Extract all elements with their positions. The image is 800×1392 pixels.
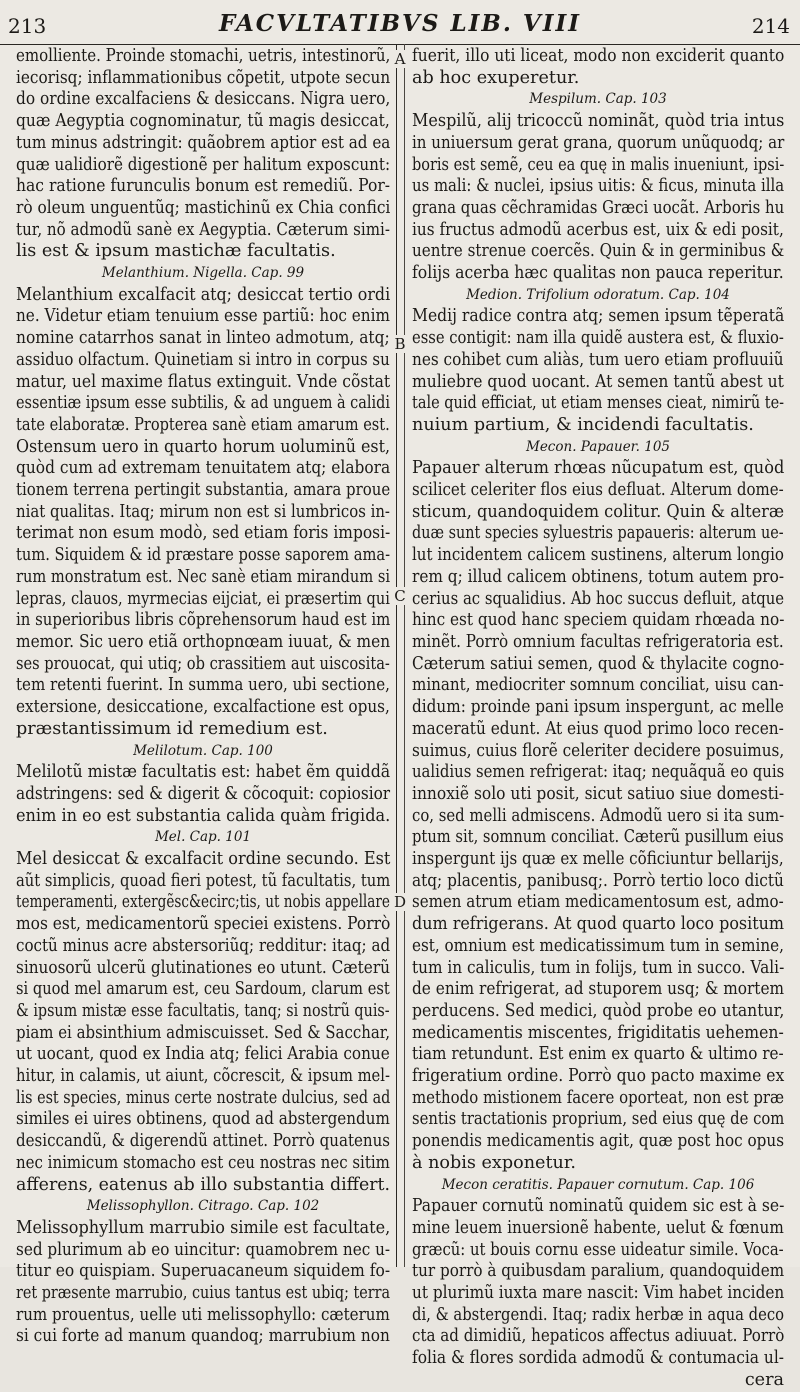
text-line: rem q; illud calicem obtinens, totum autem pro-: [412, 566, 785, 587]
margin-marker-d: D: [393, 893, 407, 911]
text-line: tur, nõ admodũ sanè ex Aegyptia. Cæterum simi-: [16, 219, 390, 240]
text-line: est, omnium est medicatissimum tum in semine,: [412, 935, 784, 956]
text-line: suimus, cuius florẽ celeriter decidere posuimus,: [412, 740, 785, 761]
text-line: præstantissimum id remedium est.: [16, 718, 328, 739]
text-line: Cæterum satiui semen, quod & thylacite cogno-: [412, 653, 785, 674]
text-line: Ostensum uero in quarto horum uoluminũ est,: [16, 436, 391, 457]
section-heading: Mel. Cap. 101: [154, 829, 252, 846]
text-line: didum: proinde pani ipsum inspergunt, ac melle: [412, 697, 784, 718]
margin-marker-a: A: [392, 50, 408, 68]
text-line: Medij radice contra atq; semen ipsum tẽperatã: [412, 306, 785, 327]
text-line: lepras, clauos, myrmecias eijciat, ei præsertim qui: [16, 588, 390, 609]
text-line: lis est species, minus certe nostrate dulcius, sed ad: [16, 1087, 391, 1108]
text-line: græcũ: ut bouis cornu esse uideatur simile. Voca-: [412, 1239, 784, 1260]
text-line: cerius ac squalidius. Ab hoc succus defluit, atque: [412, 588, 785, 609]
text-line: ptum sit, somnum conciliat. Cæterũ pusillum eius: [412, 827, 784, 848]
text-line: di, & abstergendi. Itaq; radix herbæ in aqua deco: [412, 1304, 785, 1325]
text-line: ut plurimũ iuxta mare nascit: Vim habet inciden: [412, 1283, 785, 1304]
text-line: emolliente. Proinde stomachi, uetris, intestinorũ,: [16, 46, 391, 66]
text-line: perducens. Sed medici, quòd probe eo utantur,: [412, 1000, 785, 1021]
text-line: Mel desiccat & excalfacit ordine secundo. Est: [16, 849, 391, 870]
text-line: ut uocant, quod ex India atq; felici Arabia conue: [16, 1044, 390, 1065]
text-line: ualidius semen refrigerat: itaq; nequãquã eo quis: [412, 762, 785, 783]
section-heading: Mespilum. Cap. 103: [529, 91, 667, 108]
text-line: sinuosorũ ulcerũ glutinationes eo utunt. Cæterũ: [16, 957, 390, 978]
catchword: cera: [744, 1369, 784, 1390]
margin-marker-c: C: [392, 587, 408, 605]
column-rule-inner: [404, 44, 405, 1267]
text-line: aũt simplicis, quoad fieri potest, tũ facultatis, tum: [16, 870, 391, 891]
text-line: assiduo olfactum. Quinetiam si intro in corpus su: [16, 349, 390, 370]
text-line: quæ ualidiorẽ digestionẽ per halitum exposcunt:: [16, 154, 391, 175]
section-heading: Mecon. Papauer. 105: [526, 438, 670, 455]
text-line: fuerit, illo uti liceat, modo non exciderit quanto: [412, 46, 785, 66]
section-heading: Medion. Trifolium odoratum. Cap. 104: [466, 286, 730, 303]
text-line: ne. Videtur etiam tenuium esse partiũ: hoc enim: [16, 306, 390, 327]
text-line: Melilotũ mistæ facultatis est: habet ẽm quiddã: [16, 762, 391, 783]
text-line: lis est & ipsum mastichæ facultatis.: [16, 241, 336, 262]
text-line: tionem terrena pertingit substantia, amara proue: [16, 480, 391, 501]
text-line: sticum, quandoquidem colitur. Quin & alteræ: [412, 501, 785, 522]
left-column: [16, 46, 390, 1348]
text-line: si cui forte ad manum quandoq; marrubium non: [16, 1326, 390, 1347]
text-line: rum prouentus, uelle uti melissophyllo: cæterum: [16, 1304, 390, 1325]
text-line: memor. Sic uero etiã orthopnœam iuuat, & men: [16, 631, 391, 652]
text-line: tur porrò à quibusdam paralium, quandoquidem: [412, 1261, 785, 1282]
text-line: Melanthium excalfacit atq; desiccat tertio ordi: [16, 284, 391, 305]
text-line: rò oleum unguentũq; mastichinũ ex Chia confici: [16, 197, 391, 218]
text-line: mine leuem inuersionẽ habente, uelut & fœnum: [412, 1217, 784, 1238]
text-line: nuium partium, & incidendi facultatis.: [412, 414, 754, 435]
text-line: lut incidentem calicem sustinens, alterum longio: [412, 545, 784, 566]
text-line: grana quas cẽchramidas Græci uocãt. Arboris hu: [412, 197, 785, 218]
text-line: duæ sunt species syluestris papaueris: alterum ue-: [412, 523, 784, 544]
text-line: frigeratium ordine. Porrò quo pacto maxime ex: [412, 1066, 785, 1087]
text-line: in superioribus libris cõprehensorum haud est im: [16, 610, 391, 631]
page-header: [0, 0, 800, 45]
text-line: atq; placentis, panibusq;. Porrò tertio loco dictũ: [412, 870, 784, 891]
text-line: hac ratione furunculis bonum est remediũ. Por-: [16, 176, 391, 197]
text-line: ius fructus admodũ acerbus est, uix & edi posit,: [412, 219, 784, 240]
right-column: [412, 46, 784, 1392]
text-line: piam ei absinthium admiscuisset. Sed & Sacchar,: [16, 1022, 390, 1043]
text-line: minant, mediocriter somnum conciliat, uisu can-: [412, 675, 784, 696]
text-line: tum minus adstringit: quãobrem aptior est ad ea: [16, 132, 391, 153]
text-line: Melissophyllum marrubio simile est facultate,: [16, 1217, 391, 1238]
text-line: minẽt. Porrò omnium facultas refrigeratoria est.: [412, 631, 784, 652]
text-line: us mali: & nuclei, ipsius uitis: & ficus, minuta illa: [412, 176, 785, 197]
section-heading: Melilotum. Cap. 100: [133, 742, 273, 759]
text-line: inspergunt ijs quæ ex melle cõficiuntur bellarijs,: [412, 849, 784, 870]
text-line: de enim refrigerat, ad stuporem usq; & mortem: [412, 979, 785, 1000]
text-line: co, sed melli admiscens. Admodũ uero si ita sum-: [412, 805, 785, 826]
text-line: tiam retundunt. Est enim ex quarto & ultimo re-: [412, 1044, 784, 1065]
running-title: FACVLTATIBVS LIB. VIII: [218, 10, 581, 37]
text-line: enim in eo est substantia calida quàm frigida.: [16, 805, 391, 826]
text-line: temperamenti, extergẽsc&ecirc;tis, ut nobis appellare: [16, 892, 390, 913]
text-line: dum refrigerans. At quod quarto loco positum: [412, 914, 785, 935]
text-line: matur, uel maxime flatus extinguit. Vnde cõstat: [16, 371, 391, 392]
text-line: ab hoc exuperetur.: [412, 67, 580, 88]
text-line: nes cohibet cum aliàs, tum uero etiam profluuiũ: [412, 349, 784, 370]
text-line: ponendis medicamentis agit, quæ post hoc opus: [412, 1131, 784, 1152]
text-line: similes ei uires obtinens, quod ad abstergendum: [16, 1109, 390, 1130]
text-line: sed plurimum ab eo uincitur: quamobrem nec u-: [16, 1239, 391, 1260]
section-heading: Melissophyllon. Citrago. Cap. 102: [86, 1198, 320, 1215]
text-line: scilicet celeriter flos eius defluat. Alterum dome-: [412, 480, 784, 501]
text-line: quòd cum ad extremam tenuitatem atq; elabora: [16, 458, 391, 479]
text-line: muliebre quod uocant. At semen tantũ abest ut: [412, 371, 784, 392]
margin-marker-b: B: [392, 335, 408, 353]
text-line: & ipsum mistæ esse facultatis, tanq; si nostrũ quis-: [16, 1000, 390, 1021]
text-line: ses prouocat, qui utiq; ob crassitiem aut uiscosita-: [16, 653, 390, 674]
page-number-right: 214: [751, 14, 790, 38]
text-line: tate elaboratæ. Propterea sanè etiam amarum est.: [16, 414, 390, 435]
text-line: ret præsente marrubio, cuius tantus est ubiq; terra: [16, 1283, 391, 1304]
text-line: tem retenti fuerint. In summa uero, ubi sectione,: [16, 675, 390, 696]
section-heading: Melanthium. Nigella. Cap. 99: [101, 265, 305, 282]
text-line: medicamentis miscentes, frigiditatis uehemen-: [412, 1022, 784, 1043]
text-line: titur eo quispiam. Superuacaneum siquidem fo-: [16, 1261, 391, 1282]
text-line: quæ Aegyptia cognominatur, tũ magis desiccat,: [16, 111, 390, 132]
section-heading: Mecon ceratitis. Papauer cornutum. Cap. 106: [441, 1176, 755, 1193]
text-line: in uniuersum gerat grana, quorum unũquodq; ar: [412, 132, 785, 153]
text-line: tale quid efficiat, ut etiam menses cieat, nimirũ te-: [412, 393, 785, 414]
text-line: essentiæ ipsum esse subtilis, & ad unguem à calidi: [16, 393, 390, 414]
text-line: do ordine excalfaciens & desiccans. Nigra uero,: [16, 89, 391, 110]
text-line: extersione, desiccatione, excalfactione est opus,: [16, 697, 390, 718]
text-line: boris est semẽ, ceu ea quę in malis inueniunt, ipsi-: [412, 154, 785, 175]
text-line: afferens, eatenus ab illo substantia differt.: [16, 1174, 391, 1195]
text-line: adstringens: sed & digerit & cõcoquit: copiosior: [16, 783, 391, 804]
text-line: Papauer cornutũ nominatũ quidem sic est à se-: [412, 1196, 785, 1217]
text-line: nomine catarrhos sanat in linteo admotum, atq;: [16, 328, 390, 349]
page-number-left: 213: [8, 14, 47, 38]
text-line: terimat non esum modò, sed etiam foris imposi-: [16, 523, 391, 544]
text-line: desiccandũ, & digerendũ attinet. Porrò quatenus: [16, 1131, 391, 1152]
text-line: hinc est quod hanc speciem quidam rhœada no-: [412, 610, 785, 631]
text-line: coctũ minus acre abstersoriũq; redditur: itaq; ad: [16, 935, 391, 956]
text-line: nec inimicum stomacho est ceu nostras nec sitim: [16, 1152, 390, 1173]
text-line: uentre strenue coercẽs. Quin & in germinibus &: [412, 241, 785, 262]
text-line: cta ad dimidiũ, hepaticos affectus adiuuat. Porrò: [412, 1326, 785, 1347]
text-line: tum. Siquidem & id præstare posse saporem ama-: [16, 545, 391, 566]
text-line: folia & flores sordida admodũ & contumacia ul-: [412, 1348, 785, 1369]
text-line: tum in caliculis, tum in folijs, tum in succo. Vali-: [412, 957, 785, 978]
text-line: Mespilũ, alij tricoccũ nominãt, quòd tria intus: [412, 111, 785, 132]
text-line: methodo mistionem facere oporteat, non est præ: [412, 1087, 785, 1108]
text-line: rum monstratum est. Nec sanè etiam mirandum si: [16, 566, 391, 587]
text-line: sentis tractationis proprium, sed eius quę de com: [412, 1109, 785, 1130]
text-line: mos est, medicamentorũ speciei existens. Porrò: [16, 914, 391, 935]
text-line: hitur, in calamis, ut aiunt, cõcrescit, & ipsum mel-: [16, 1066, 390, 1087]
text-line: Papauer alterum rhœas nũcupatum est, quòd: [412, 458, 785, 479]
text-line: si quod mel amarum est, ceu Sardoum, clarum est: [16, 979, 390, 1000]
column-rule: [396, 44, 397, 1267]
text-line: semen atrum etiam medicamentosum est, admo-: [412, 892, 784, 913]
text-line: esse contigit: nam illa quidẽ austera est, & fluxio-: [412, 328, 784, 349]
text-line: innoxiẽ solo uti posit, sicut satiuo siue domesti-: [412, 783, 785, 804]
text-line: à nobis exponetur.: [412, 1152, 576, 1173]
text-line: maceratũ edunt. At eius quod primo loco recen-: [412, 718, 784, 739]
text-line: niat qualitas. Itaq; mirum non est si lumbricos in-: [16, 501, 390, 522]
text-line: folijs acerba hæc qualitas non pauca reperitur.: [412, 263, 784, 284]
text-line: iecorisq; inflammationibus cõpetit, utpote secun: [16, 67, 391, 88]
